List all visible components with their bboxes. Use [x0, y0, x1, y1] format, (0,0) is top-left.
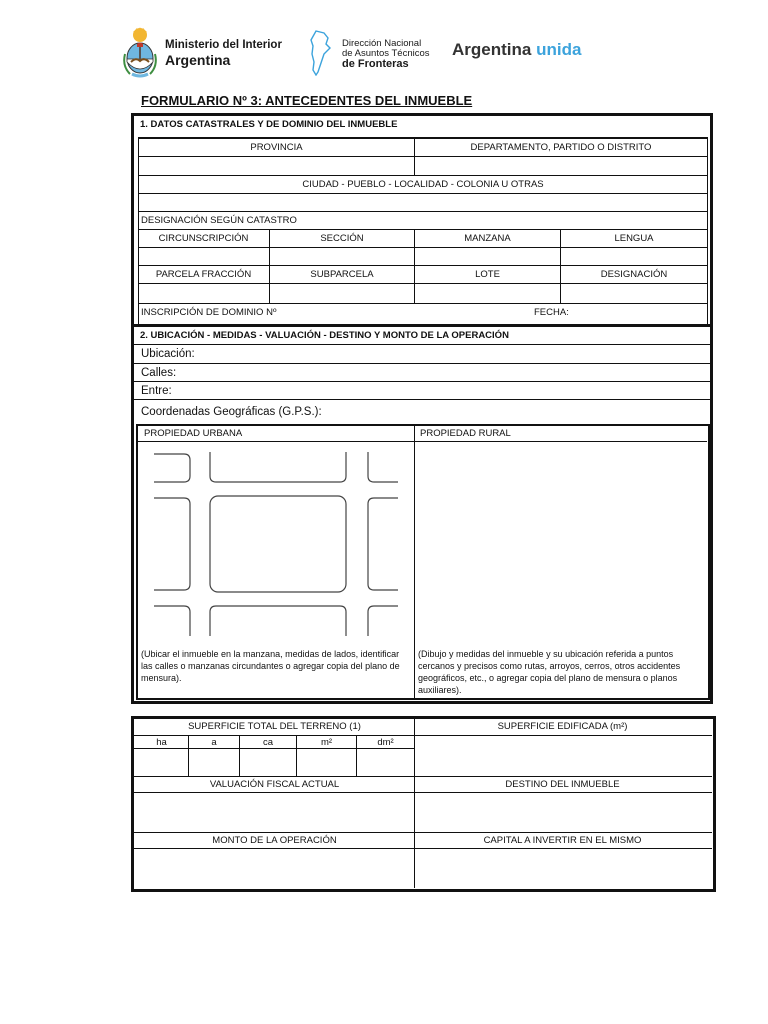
block-mid-left [154, 498, 190, 590]
label-coordenadas: Coordenadas Geográficas (G.P.S.): [141, 406, 322, 418]
label-ciudad: CIUDAD - PUEBLO - LOCALIDAD - COLONIA U OTRAS [302, 179, 544, 190]
label-departamento: DEPARTAMENTO, PARTIDO O DISTRITO [470, 142, 652, 153]
field-m2[interactable] [297, 749, 355, 775]
label-subparcela: SUBPARCELA [310, 269, 374, 280]
lote-field[interactable] [415, 284, 559, 302]
label-manzana: MANZANA [464, 233, 511, 244]
label-seccion: SECCIÓN [320, 233, 364, 244]
rural-note: (Dibujo y medidas del inmueble y su ubicación referida a puntos cercanos y precisos como rutas, arroyos, cerros, otros accidentes geográficos, etc., o agregar copia del plano de mensura o planos auxiliares). [418, 649, 681, 695]
label-inscripcion-dominio: INSCRIPCIÓN DE DOMINIO Nº [141, 307, 277, 318]
calles-field[interactable] [185, 364, 705, 381]
label-capital: CAPITAL A INVERTIR EN EL MISMO [483, 834, 642, 846]
coat-of-arms-icon [120, 26, 160, 80]
label-entre: Entre: [141, 384, 172, 397]
subparcela-field[interactable] [270, 284, 413, 302]
label-designacion: DESIGNACIÓN [600, 269, 668, 280]
unit-a: a [211, 736, 217, 748]
label-superficie-edificada: SUPERFICIE EDIFICADA (m²) [497, 721, 628, 732]
fecha-field[interactable] [572, 304, 702, 321]
label-circunscripcion: CIRCUNSCRIPCIÓN [158, 233, 249, 244]
label-propiedad-rural: PROPIEDAD RURAL [420, 428, 511, 439]
ministry-name-line2: Argentina [165, 52, 231, 68]
field-superficie-edificada[interactable] [416, 736, 708, 775]
unit-ha: ha [156, 736, 167, 748]
label-propiedad-urbana: PROPIEDAD URBANA [144, 428, 243, 439]
departamento-field[interactable] [415, 157, 706, 174]
direccion-line2: de Asuntos Técnicos [342, 48, 430, 59]
label-fecha: FECHA: [534, 307, 569, 318]
section-2-title: 2. UBICACIÓN - MEDIDAS - VALUACIÓN - DESTINO Y MONTO DE LA OPERACIÓN [140, 329, 509, 341]
rule [707, 137, 708, 327]
rule [414, 229, 415, 303]
label-valuacion: VALUACIÓN FISCAL ACTUAL [209, 778, 340, 790]
block-bottom-left [154, 606, 190, 636]
label-superficie-total: SUPERFICIE TOTAL DEL TERRENO (1) [188, 721, 361, 732]
unit-m2: m² [320, 736, 333, 748]
outer-border-right [710, 113, 713, 703]
block-bottom-mid [210, 606, 346, 636]
manzana-field[interactable] [415, 248, 559, 264]
brand-word-unida: unida [536, 40, 582, 59]
block-bottom-right [368, 606, 398, 636]
entre-field[interactable] [185, 382, 705, 399]
label-lengua: LENGUA [614, 233, 654, 244]
field-ha[interactable] [135, 749, 187, 775]
field-a[interactable] [189, 749, 238, 775]
field-capital[interactable] [416, 849, 708, 887]
rule [269, 229, 270, 303]
unit-dm2: dm² [377, 736, 394, 748]
label-provincia: PROVINCIA [250, 142, 303, 153]
label-lote: LOTE [475, 269, 500, 280]
label-parcela-fraccion: PARCELA FRACCIÓN [155, 269, 252, 280]
label-destino: DESTINO DEL INMUEBLE [505, 778, 620, 790]
label-calles: Calles: [141, 366, 177, 379]
inscripcion-field[interactable] [285, 304, 525, 321]
parcela-field[interactable] [139, 284, 268, 302]
rule [560, 229, 561, 303]
lengua-field[interactable] [561, 248, 706, 264]
rule [137, 441, 707, 442]
provincia-field[interactable] [139, 157, 413, 174]
block-center [210, 496, 346, 592]
block-top-mid [210, 452, 346, 482]
direccion-line3: de Fronteras [342, 58, 409, 70]
outer-border-left [131, 113, 134, 703]
form-title: FORMULARIO Nº 3: ANTECEDENTES DEL INMUEBLE [141, 93, 473, 108]
rule [414, 718, 415, 888]
label-monto: MONTO DE LA OPERACIÓN [212, 834, 337, 846]
argentina-unida-logo [452, 40, 581, 60]
field-destino[interactable] [416, 793, 708, 831]
field-dm2[interactable] [357, 749, 413, 775]
manzana-diagram [150, 448, 402, 638]
outer-border-bottom [131, 701, 713, 704]
rule [414, 424, 415, 698]
section-1-title: 1. DATOS CATASTRALES Y DE DOMINIO DEL INMUEBLE [140, 118, 398, 130]
propiedad-rural-drawing-area[interactable] [416, 443, 705, 643]
field-valuacion[interactable] [135, 793, 413, 831]
circunscripcion-field[interactable] [139, 248, 268, 264]
block-top-left [154, 454, 190, 482]
unit-ca: ca [262, 736, 274, 748]
ciudad-field[interactable] [139, 194, 706, 211]
rule [131, 399, 713, 400]
block-mid-right [368, 498, 398, 590]
label-ubicacion: Ubicación: [141, 347, 195, 360]
urbana-note: (Ubicar el inmueble en la manzana, medidas de lados, identificar las calles o manzanas circundantes o agregar copia del plano de mensura). [141, 649, 400, 683]
ubicacion-field[interactable] [200, 345, 705, 362]
block-top-right [368, 452, 398, 482]
seccion-field[interactable] [270, 248, 413, 264]
ministry-name-line1: Ministerio del Interior [165, 39, 282, 51]
label-designacion-catastro: DESIGNACIÓN SEGÚN CATASTRO [141, 215, 297, 226]
designacion-field[interactable] [561, 284, 706, 302]
argentina-map-icon [306, 30, 334, 76]
coordenadas-field[interactable] [330, 403, 705, 421]
brand-word-argentina: Argentina [452, 40, 532, 59]
field-monto[interactable] [135, 849, 413, 887]
direccion-line1: Dirección Nacional [342, 38, 422, 49]
field-ca[interactable] [240, 749, 295, 775]
